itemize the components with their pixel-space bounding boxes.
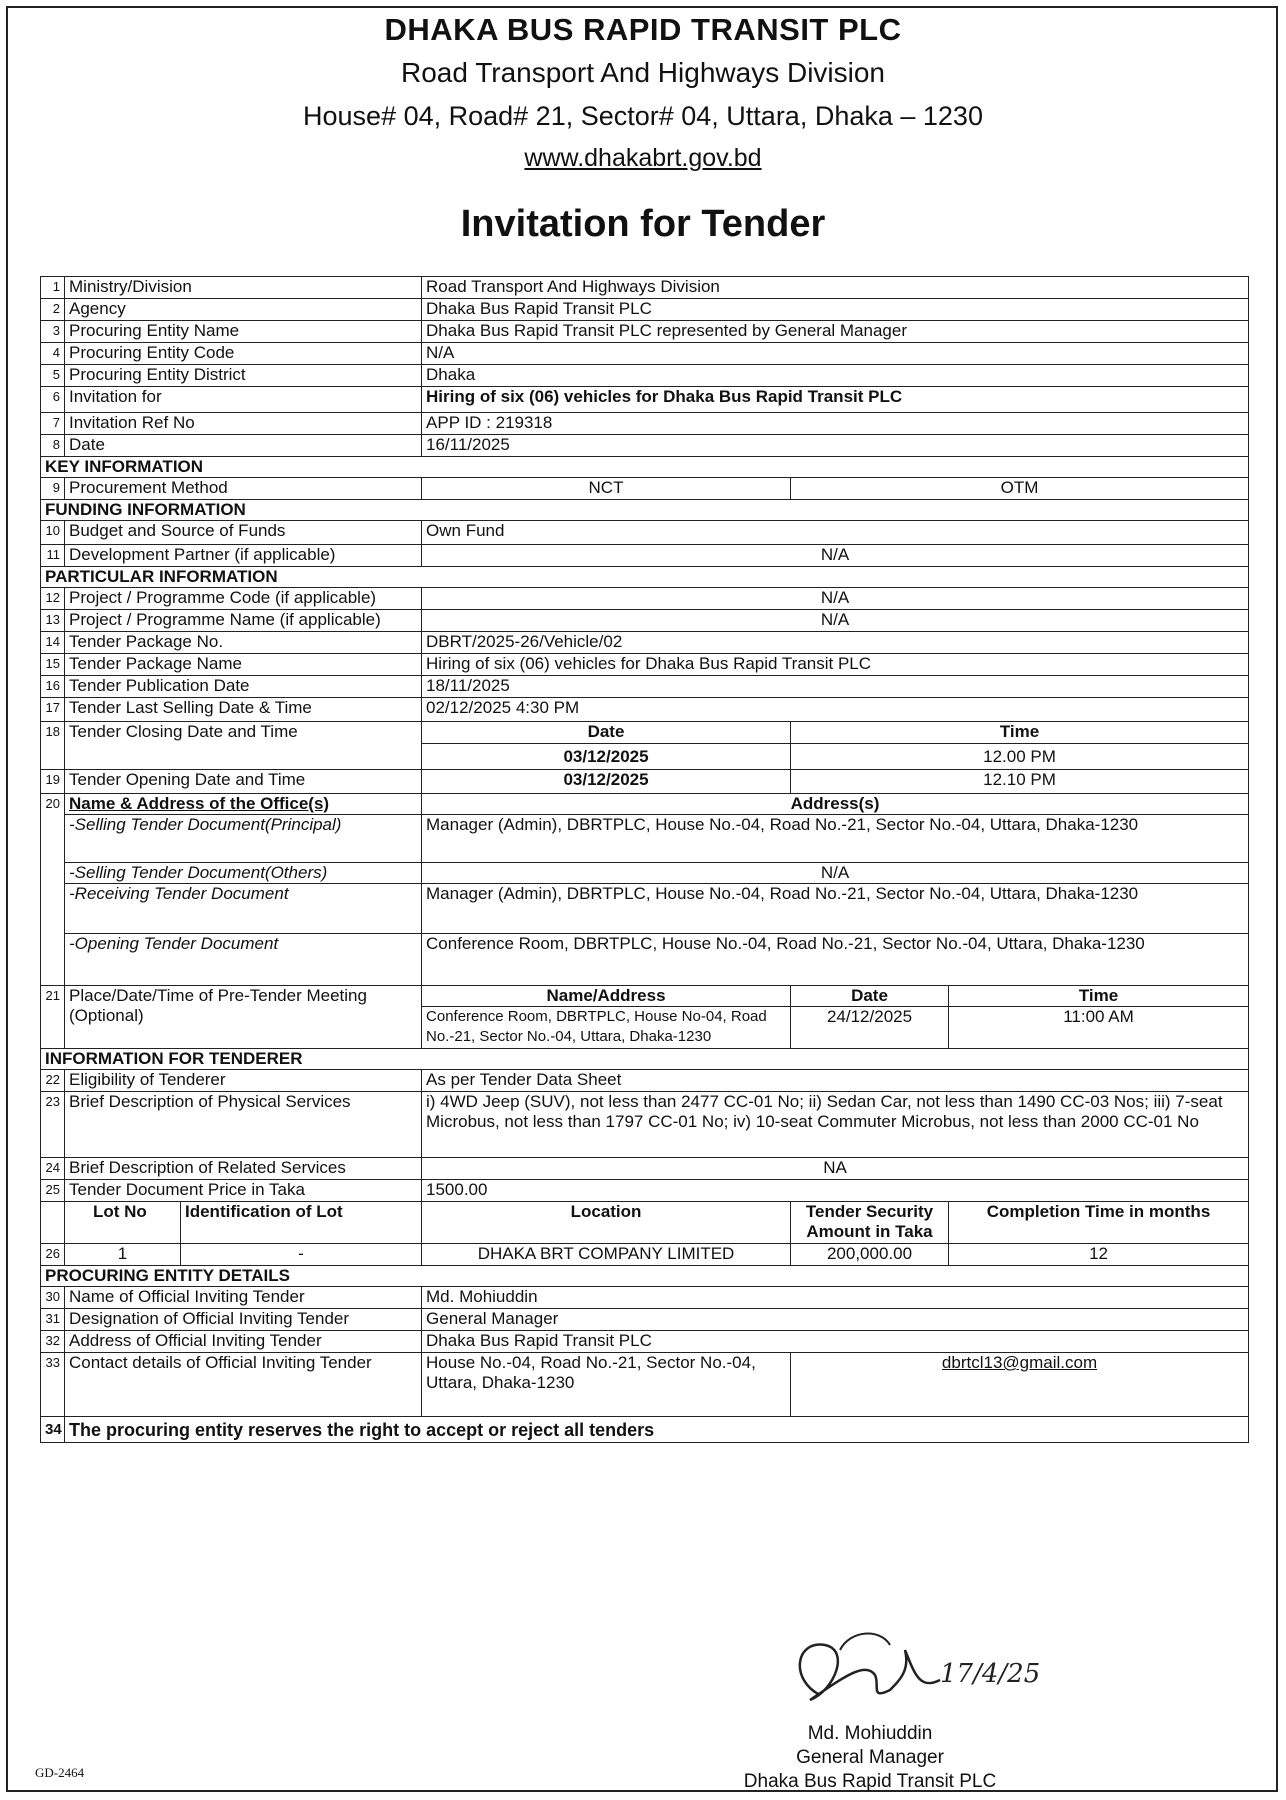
section-heading: KEY INFORMATION [41,457,1249,478]
row-label: Tender Package No. [65,632,422,654]
table-row [41,770,1249,794]
table-row [41,299,1249,321]
signatory-name: Md. Mohiuddin [807,1723,933,1744]
row-label: Tender Last Selling Date & Time [65,698,422,722]
table-row [41,1202,1249,1244]
section-heading: PARTICULAR INFORMATION [41,567,1249,588]
row-value: House No.-04, Road No.-21, Sector No.-04, Uttara, Dhaka-1230 [422,1353,791,1417]
section-row [41,1266,1249,1287]
table-row [41,1158,1249,1180]
row-label: -Receiving Tender Document [65,884,422,934]
meeting-time: 11:00 AM [949,1007,1249,1049]
date-header: Date [422,722,791,744]
meeting-place: Conference Room, DBRTPLC, House No-04, Road No.-21, Sector No.-04, Uttara, Dhaka-1230 [422,1007,791,1049]
time-header: Time [791,722,1249,744]
table-row [41,610,1249,632]
table-row [41,632,1249,654]
row-label: Procuring Entity Code [65,343,422,365]
table-row [41,1417,1249,1443]
date-header: Date [791,986,949,1007]
org-address: House# 04, Road# 21, Sector# 04, Uttara, Dhaka – 1230 [303,101,983,131]
table-row [41,545,1249,567]
row-value: Hiring of six (06) vehicles for Dhaka Bus Rapid Transit PLC [422,387,1249,413]
row-value: N/A [422,610,1249,632]
row-value: 1500.00 [422,1180,1249,1202]
row-value: NCT [422,478,791,500]
closing-time: 12.00 PM [791,744,1249,770]
table-row [41,387,1249,413]
row-number: 9 [41,478,65,500]
lot-header: Lot No [65,1202,181,1244]
row-label: Address of Official Inviting Tender [65,1331,422,1353]
row-label: Project / Programme Code (if applicable) [65,588,422,610]
table-row [41,343,1249,365]
row-value: i) 4WD Jeep (SUV), not less than 2477 CC-01 No; ii) Sedan Car, not less than 1490 CC-03 Nos; iii) 7-seat Microbus, not less than 1797 CC-01 No; iv) 10-seat Commuter Microbus, not less than 2000 CC-01 No [422,1092,1249,1158]
row-label: -Selling Tender Document(Principal) [65,815,422,863]
row-number: 4 [41,343,65,365]
signature-scrawl [780,1620,1080,1730]
row-value: 16/11/2025 [422,435,1249,457]
table-row [41,321,1249,343]
row-number: 7 [41,413,65,435]
document-code: GD-2464 [35,1765,85,1780]
row-label: Tender Closing Date and Time [65,722,422,770]
row-label: Brief Description of Related Services [65,1158,422,1180]
row-value: 02/12/2025 4:30 PM [422,698,1249,722]
table-row [41,1070,1249,1092]
row-number: 6 [41,387,65,413]
row-label: Procuring Entity District [65,365,422,387]
row-number: 20 [41,794,65,986]
row-label: Project / Programme Name (if applicable) [65,610,422,632]
section-row [41,1049,1249,1070]
row-label: Place/Date/Time of Pre-Tender Meeting (Optional) [65,986,422,1049]
completion-time: 12 [949,1244,1249,1266]
row-label: Tender Document Price in Taka [65,1180,422,1202]
row-value: General Manager [422,1309,1249,1331]
website-link[interactable] [0,144,1286,173]
completion-header: Completion Time in months [949,1202,1249,1244]
name-address-header: Name/Address [422,986,791,1007]
row-value: DBRT/2025-26/Vehicle/02 [422,632,1249,654]
section-heading: PROCURING ENTITY DETAILS [41,1266,1249,1287]
section-row [41,457,1249,478]
row-number: 15 [41,654,65,676]
table-row [41,1287,1249,1309]
row-label: Agency [65,299,422,321]
document-title: Invitation for Tender [460,203,826,245]
row-value: Dhaka [422,365,1249,387]
opening-time: 12.10 PM [791,770,1249,794]
signatory-designation: General Manager [796,1747,944,1768]
table-row [41,722,1249,744]
opening-date: 03/12/2025 [422,770,791,794]
row-number: 3 [41,321,65,343]
row-number: 32 [41,1331,65,1353]
row-label: Development Partner (if applicable) [65,545,422,567]
row-label: Tender Package Name [65,654,422,676]
row-number: 11 [41,545,65,567]
row-label: Name & Address of the Office(s) [65,794,422,815]
table-row [41,521,1249,545]
row-value: Conference Room, DBRTPLC, House No.-04, Road No.-21, Sector No.-04, Uttara, Dhaka-1230 [422,934,1249,986]
row-label: -Selling Tender Document(Others) [65,863,422,884]
row-value: N/A [422,588,1249,610]
row-label: Name of Official Inviting Tender [65,1287,422,1309]
row-value: Road Transport And Highways Division [422,277,1249,299]
table-row [41,986,1249,1007]
identification-header: Identification of Lot [181,1202,422,1244]
table-row [41,588,1249,610]
row-number: 34 [41,1417,65,1443]
table-row [41,1244,1249,1266]
row-value: 18/11/2025 [422,676,1249,698]
row-label: Contact details of Official Inviting Tender [65,1353,422,1417]
row-label: Procuring Entity Name [65,321,422,343]
row-value: The procuring entity reserves the right to accept or reject all tenders [65,1417,1249,1443]
section-row [41,500,1249,521]
division-name: Road Transport And Highways Division [400,57,885,88]
row-value: Dhaka Bus Rapid Transit PLC [422,1331,1249,1353]
lot-number: 1 [65,1244,181,1266]
table-row [41,478,1249,500]
row-number: 10 [41,521,65,545]
row-number: 5 [41,365,65,387]
address-header: Address(s) [422,794,1249,815]
row-value: Manager (Admin), DBRTPLC, House No.-04, Road No.-21, Sector No.-04, Uttara, Dhaka-1230 [422,884,1249,934]
location-header: Location [422,1202,791,1244]
signature-date: 17/4/25 [940,1659,1041,1689]
row-number: 17 [41,698,65,722]
row-number: 24 [41,1158,65,1180]
row-label: Procurement Method [65,478,422,500]
row-label: Invitation Ref No [65,413,422,435]
row-value: Own Fund [422,521,1249,545]
row-label: Budget and Source of Funds [65,521,422,545]
section-row [41,567,1249,588]
row-number: 8 [41,435,65,457]
section-heading: INFORMATION FOR TENDERER [41,1049,1249,1070]
tender-security: 200,000.00 [791,1244,949,1266]
signatory-org: Dhaka Bus Rapid Transit PLC [743,1771,997,1792]
row-value: Dhaka Bus Rapid Transit PLC [422,299,1249,321]
row-number: 18 [41,722,65,770]
table-row [41,934,1249,986]
row-number: 13 [41,610,65,632]
table-row [41,884,1249,934]
row-value: N/A [422,545,1249,567]
section-heading: FUNDING INFORMATION [41,500,1249,521]
table-row [41,1331,1249,1353]
row-value: APP ID : 219318 [422,413,1249,435]
row-value: Dhaka Bus Rapid Transit PLC represented by General Manager [422,321,1249,343]
row-label: -Opening Tender Document [65,934,422,986]
table-row [41,794,1249,815]
empty-cell [41,1202,65,1244]
org-name: DHAKA BUS RAPID TRANSIT PLC [384,12,902,47]
table-row [41,1180,1249,1202]
table-row [41,676,1249,698]
row-number: 19 [41,770,65,794]
row-value: N/A [422,343,1249,365]
row-value: OTM [791,478,1249,500]
row-number: 31 [41,1309,65,1331]
table-row [41,413,1249,435]
table-row [41,654,1249,676]
row-label: Tender Opening Date and Time [65,770,422,794]
table-row [41,435,1249,457]
row-label: Ministry/Division [65,277,422,299]
website-text[interactable]: www.dhakabrt.gov.bd [524,144,762,172]
table-row [41,365,1249,387]
lot-location: DHAKA BRT COMPANY LIMITED [422,1244,791,1266]
tender-table [40,276,1249,1443]
row-number: 21 [41,986,65,1049]
row-number: 2 [41,299,65,321]
meeting-date: 24/12/2025 [791,1007,949,1049]
table-row [41,1353,1249,1417]
row-value: Md. Mohiuddin [422,1287,1249,1309]
row-label: Tender Publication Date [65,676,422,698]
row-number: 23 [41,1092,65,1158]
row-label: Invitation for [65,387,422,413]
table-row [41,1309,1249,1331]
row-number: 26 [41,1244,65,1266]
row-value: As per Tender Data Sheet [422,1070,1249,1092]
row-value: Hiring of six (06) vehicles for Dhaka Bus Rapid Transit PLC [422,654,1249,676]
row-number: 12 [41,588,65,610]
row-label: Designation of Official Inviting Tender [65,1309,422,1331]
row-number: 30 [41,1287,65,1309]
row-number: 25 [41,1180,65,1202]
row-number: 14 [41,632,65,654]
table-row [41,698,1249,722]
time-header: Time [949,986,1249,1007]
row-label: Eligibility of Tenderer [65,1070,422,1092]
row-number: 16 [41,676,65,698]
closing-date: 03/12/2025 [422,744,791,770]
row-label: Brief Description of Physical Services [65,1092,422,1158]
row-value: NA [422,1158,1249,1180]
row-number: 22 [41,1070,65,1092]
table-row [41,815,1249,863]
row-value: N/A [422,863,1249,884]
security-header: Tender Security Amount in Taka [791,1202,949,1244]
lot-identification: - [181,1244,422,1266]
row-value: Manager (Admin), DBRTPLC, House No.-04, Road No.-21, Sector No.-04, Uttara, Dhaka-1230 [422,815,1249,863]
row-number: 33 [41,1353,65,1417]
table-row [41,1092,1249,1158]
table-row [41,863,1249,884]
row-number: 1 [41,277,65,299]
table-row [41,277,1249,299]
contact-email[interactable]: dbrtcl13@gmail.com [791,1353,1249,1417]
row-label: Date [65,435,422,457]
